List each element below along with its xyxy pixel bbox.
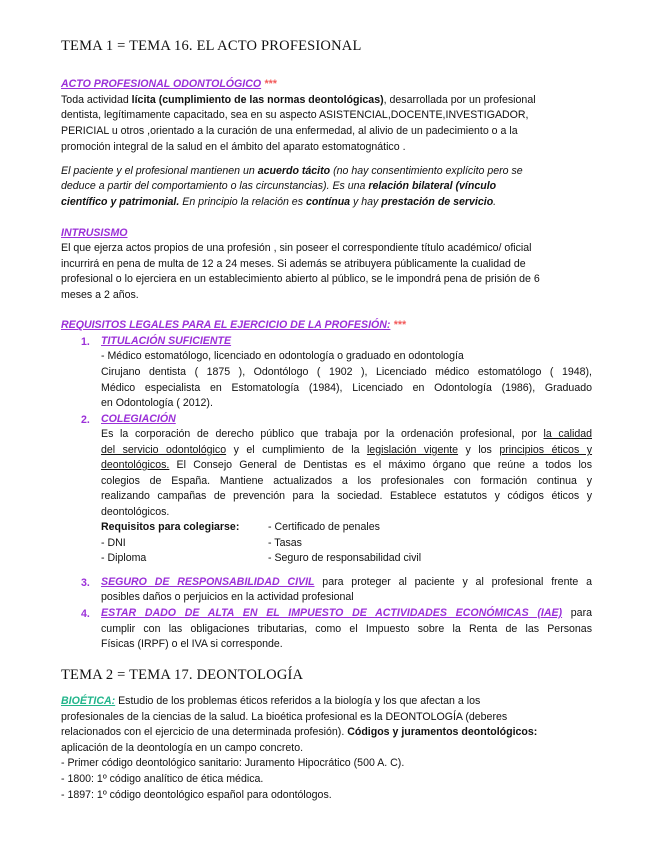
item1-title-line xyxy=(101,334,231,350)
acto-p1-line1: Toda actividad lícita (cumplimiento de las normas deontológicas), desarrollada por un profesional xyxy=(61,94,536,106)
item2-line1: Es la corporación de derecho público que trabaja por la ordenación profesional, por la calidad xyxy=(101,428,592,440)
intrusismo-line3: profesional o lo ejerciera en un establecimiento abierto al público, se le impondrá pena de prisión de 6 xyxy=(61,273,540,285)
acto-p1-line3: PERICIAL u otros ,orientado a la curación de una enfermedad, al alivio de un padecimiento o a la xyxy=(61,125,518,137)
acto-heading-line xyxy=(61,77,276,93)
intrusismo-heading: INTRUSISMO xyxy=(61,227,128,239)
intrusismo-heading-line xyxy=(61,226,128,242)
item2-title-line xyxy=(101,412,176,428)
acto-p1-line4: promoción integral de la salud en el ámbito del aparato estomatognático . xyxy=(61,141,406,153)
item1-line3: Médico especialista en Estomatología (1984), Licenciado en Odontología (1986), Graduado xyxy=(101,382,592,394)
acto-p1-line2: dentista, legítimamente capacitado, sea en su aspecto ASISTENCIAL,DOCENTE,INVESTIGADOR, xyxy=(61,109,529,121)
item2-title: COLEGIACIÓN xyxy=(101,413,176,425)
item3-line1: SEGURO DE RESPONSABILIDAD CIVIL para proteger al paciente y al profesional frente a xyxy=(101,576,592,588)
item2-line3: deontológicos. El Consejo General de Dentistas es el máximo órgano que reúne a todos los xyxy=(101,459,592,471)
req-col2-item: - Seguro de responsabilidad civil xyxy=(268,552,422,564)
acto-heading: ACTO PROFESIONAL ODONTOLÓGICO xyxy=(61,78,262,90)
bioetica-list-item: - Primer código deontológico sanitario: Juramento Hipocrático (500 A. C). xyxy=(61,757,405,769)
req-col1-item: - Diploma xyxy=(101,552,147,564)
item1-number: 1. xyxy=(81,336,90,348)
item4-line3: Físicas (IRPF) o el IVA si corresponde. xyxy=(101,638,283,650)
item2-line6: deontológicos. xyxy=(101,506,170,518)
intrusismo-line1: El que ejerza actos propios de una profesión , sin poseer el correspondiente título académico/ oficial xyxy=(61,242,532,254)
req-colegiarse-label: Requisitos para colegiarse: xyxy=(101,521,240,533)
acto-p2-line2: deduce a partir del comportamiento o las circunstancias). Es una relación bilateral (vínculo xyxy=(61,180,497,192)
bioetica-list-item: - 1800: 1º código analítico de ética médica. xyxy=(61,773,264,785)
requisitos-heading: REQUISITOS LEGALES PARA EL EJERCICIO DE LA PROFESIÓN: xyxy=(61,319,391,331)
item1-title: TITULACIÓN SUFICIENTE xyxy=(101,335,232,347)
item2-line5: realizando campañas de prevención para la sociedad. Establece estatutos y códigos éticos y xyxy=(101,490,592,502)
requisitos-heading-line xyxy=(61,318,406,334)
req-col1-item: - DNI xyxy=(101,537,126,549)
item1-line4: en Odontología ( 2012). xyxy=(101,397,213,409)
bioetica-line1: BIOÉTICA: Estudio de los problemas éticos referidos a la biología y los que afectan a los xyxy=(61,695,481,707)
tema2-title: TEMA 2 = TEMA 17. DEONTOLOGÍA xyxy=(61,667,304,683)
item3-number: 3. xyxy=(81,577,90,589)
item4-number: 4. xyxy=(81,608,90,620)
item1-line1: - Médico estomatólogo, licenciado en odontología o graduado en odontología xyxy=(101,350,464,362)
item3-title: SEGURO DE RESPONSABILIDAD CIVIL xyxy=(101,576,315,588)
requisitos-marker: *** xyxy=(393,319,406,331)
acto-marker: *** xyxy=(264,78,277,90)
acto-p2-line1: El paciente y el profesional mantienen un acuerdo tácito (no hay consentimiento explícito pero se xyxy=(61,165,523,177)
item3-line2: posibles daños o perjuicios en la actividad profesional xyxy=(101,591,354,603)
item2-line4: colegios de España. Mantiene actualizados a los profesionales con formación continua y xyxy=(101,475,592,487)
bioetica-line3: relacionados con el ejercicio de una determinada profesión). Códigos y juramentos deontológicos: xyxy=(61,726,538,738)
req-col2-item: - Tasas xyxy=(268,537,302,549)
item4-line2: cumplir con las obligaciones tributarias, como el Impuesto sobre la Renta de las Personas xyxy=(101,623,592,635)
tema1-title: TEMA 1 = TEMA 16. EL ACTO PROFESIONAL xyxy=(61,38,362,54)
bioetica-line4: aplicación de la deontología en un campo concreto. xyxy=(61,742,304,754)
item4-title: ESTAR DADO DE ALTA EN EL IMPUESTO DE ACTIVIDADES ECONÓMICAS (IAE) xyxy=(101,607,563,619)
bioetica-list-item: - 1897: 1º código deontológico español para odontólogos. xyxy=(61,789,332,801)
item4-line1: ESTAR DADO DE ALTA EN EL IMPUESTO DE ACTIVIDADES ECONÓMICAS (IAE) para xyxy=(101,607,592,619)
item1-line2: Cirujano dentista ( 1875 ), Odontólogo ( 1902 ), Licenciado médico estomatólogo ( 1948), xyxy=(101,366,592,378)
intrusismo-line2: incurrirá en pena de multa de 12 a 24 meses. Si además se atribuyera públicamente la cualidad de xyxy=(61,258,526,270)
acto-p2-line3: científico y patrimonial. En principio la relación es contínua y hay prestación de servicio. xyxy=(61,196,497,208)
item2-line2: del servicio odontológico y el cumplimiento de la legislación vigente y los principios éticos y xyxy=(101,444,593,456)
bioetica-heading: BIOÉTICA: xyxy=(61,695,116,707)
req-col2-item: - Certificado de penales xyxy=(268,521,380,533)
intrusismo-line4: meses a 2 años. xyxy=(61,289,139,301)
bioetica-line2: profesionales de la ciencias de la salud. La bioética profesional es la DEONTOLOGÍA (deberes xyxy=(61,711,508,723)
item2-number: 2. xyxy=(81,414,90,426)
